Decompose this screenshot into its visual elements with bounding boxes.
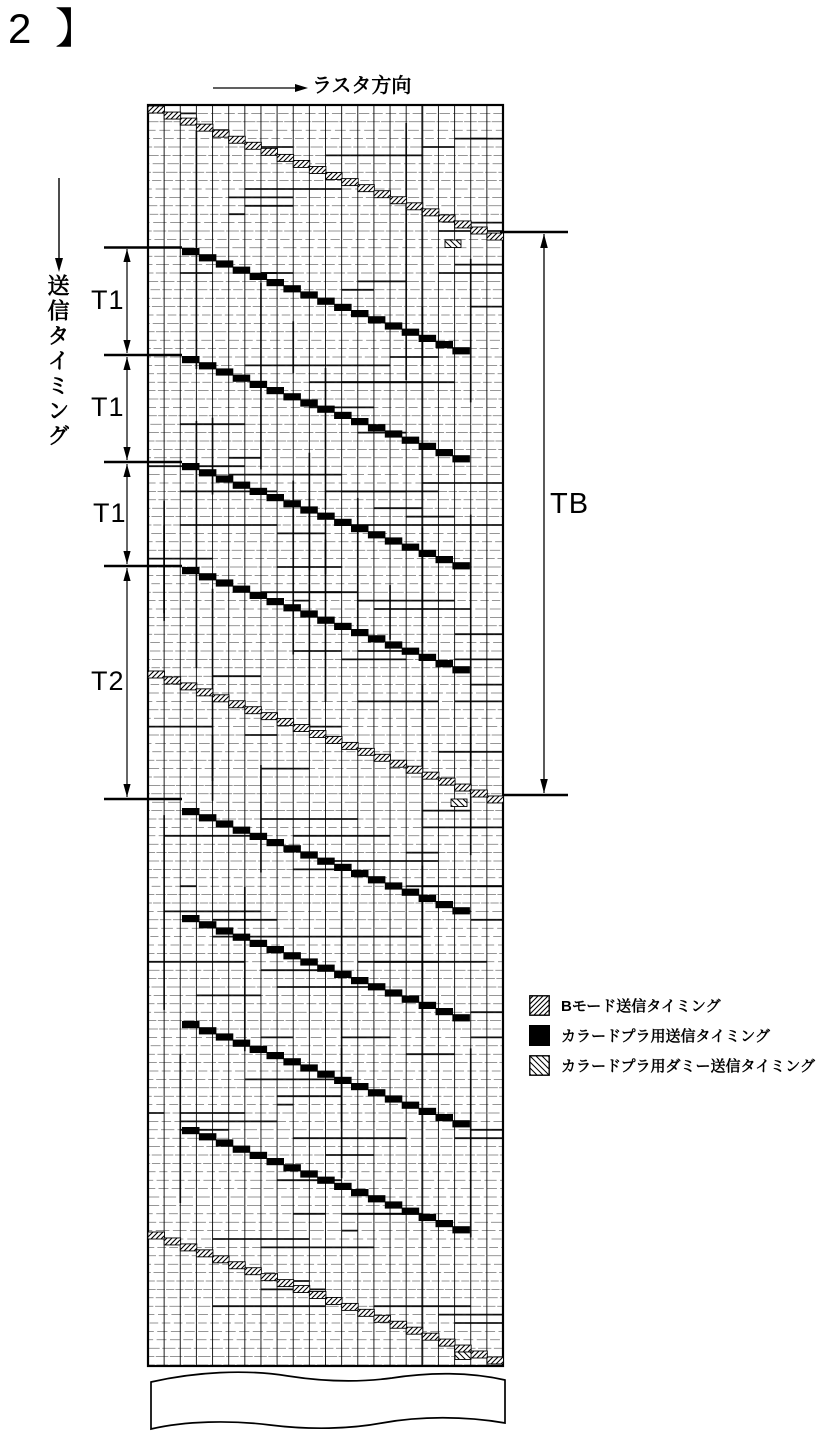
legend-item-label: カラードプラ用送信タイミング bbox=[561, 1028, 770, 1045]
staircase-dummy-7 bbox=[451, 799, 467, 807]
legend-item-color-doppler bbox=[529, 1025, 815, 1046]
tb-label: TB bbox=[550, 488, 590, 520]
interval-label-t2: T2 bbox=[91, 666, 125, 696]
b-mode-hatch-swatch bbox=[529, 995, 550, 1016]
interval-label-t1-a: T1 bbox=[91, 285, 125, 315]
dummy-hatch-swatch bbox=[529, 1055, 550, 1076]
interval-label-t1-b: T1 bbox=[91, 392, 125, 422]
legend-item-dummy bbox=[529, 1055, 815, 1076]
staircase-dummy-13 bbox=[455, 1352, 471, 1360]
break-symbol bbox=[151, 1372, 505, 1429]
interval-label-t1-c: T1 bbox=[93, 498, 127, 528]
legend bbox=[529, 995, 815, 1085]
transmit-timing-arrow bbox=[55, 178, 63, 272]
transmit-timing-label: 送信タイミング bbox=[45, 274, 70, 449]
staircase-dummy-1 bbox=[445, 240, 461, 248]
figure-number-label: 2 】 bbox=[8, 5, 104, 52]
raster-direction-label: ラスタ方向 bbox=[312, 75, 412, 97]
legend-item-label: カラードプラ用ダミー送信タイミング bbox=[561, 1058, 815, 1075]
legend-item-label: Bモード送信タイミング bbox=[561, 998, 721, 1015]
raster-direction-arrow bbox=[213, 84, 308, 92]
legend-item-b-mode bbox=[529, 995, 815, 1016]
color-doppler-solid-swatch bbox=[529, 1025, 550, 1046]
